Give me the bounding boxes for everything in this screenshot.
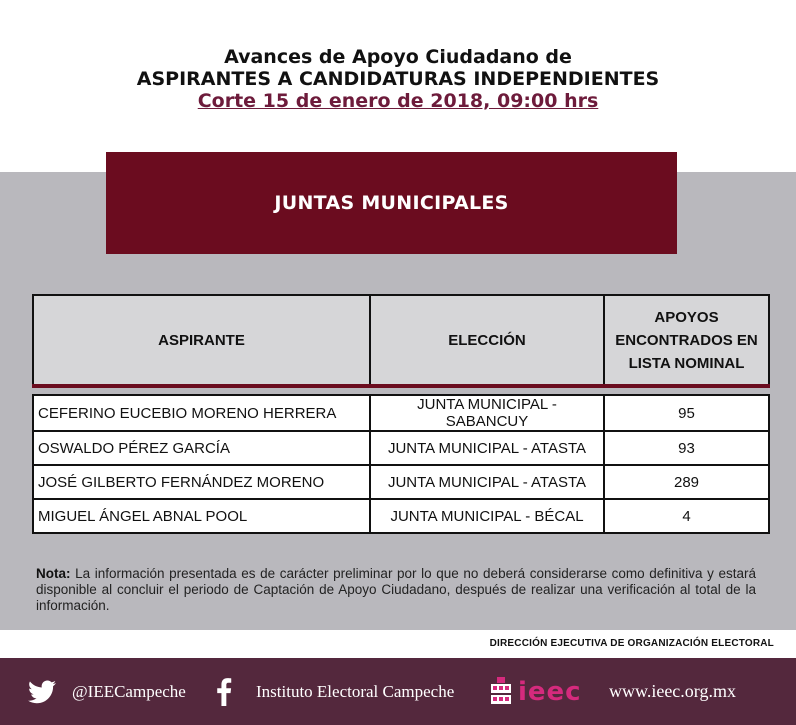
section-title: JUNTAS MUNICIPALES [274, 192, 509, 214]
eleccion-cell: JUNTA MUNICIPAL - ATASTA [369, 432, 603, 466]
table-row [32, 394, 770, 432]
column-header-apoyos: APOYOS ENCONTRADOS EN LISTA NOMINAL [603, 294, 770, 384]
table-row [32, 500, 770, 534]
table-row [32, 466, 770, 500]
facebook-page-link[interactable]: Instituto Electoral Campeche [256, 681, 455, 701]
note-label: Nota: [36, 566, 71, 581]
eleccion-cell: JUNTA MUNICIPAL - ATASTA [369, 466, 603, 500]
column-header-eleccion: ELECCIÓN [369, 294, 603, 384]
aspirante-cell: CEFERINO EUCEBIO MORENO HERRERA [32, 394, 369, 432]
table-row [32, 432, 770, 466]
title-line-2: ASPIRANTES A CANDIDATURAS INDEPENDIENTES [136, 68, 660, 90]
ieec-logo [488, 658, 582, 725]
note-text: La información presentada es de carácter preliminar por lo que no deberá considerarse como definitiva y estará disponible al concluir el periodo de Captación de Apoyo Ciudadano, después de realizar una verificación al total de la información. [36, 566, 756, 613]
cutoff-date: Corte 15 de enero de 2018, 09:00 hrs [197, 90, 599, 112]
column-header-aspirante: ASPIRANTE [32, 294, 369, 384]
apoyos-cell: 93 [603, 432, 770, 466]
department-label: DIRECCIÓN EJECUTIVA DE ORGANIZACIÓN ELECTORAL [489, 638, 774, 649]
twitter-handle-link[interactable]: @IEECampeche [72, 681, 186, 701]
aspirante-cell: JOSÉ GILBERTO FERNÁNDEZ MORENO [32, 466, 369, 500]
disclaimer-note [36, 566, 756, 614]
results-table [32, 294, 772, 534]
twitter-icon[interactable] [28, 658, 56, 725]
footer [0, 658, 796, 725]
apoyos-cell: 4 [603, 500, 770, 534]
title-line-1: Avances de Apoyo Ciudadano de [224, 46, 572, 68]
apoyos-cell: 289 [603, 466, 770, 500]
header [0, 0, 796, 172]
ieec-logo-text: ieec [518, 676, 582, 707]
section-banner [106, 152, 677, 254]
apoyos-cell: 95 [603, 394, 770, 432]
eleccion-cell: JUNTA MUNICIPAL - SABANCUY [369, 394, 603, 432]
aspirante-cell: OSWALDO PÉREZ GARCÍA [32, 432, 369, 466]
eleccion-cell: JUNTA MUNICIPAL - BÉCAL [369, 500, 603, 534]
website-link[interactable]: www.ieec.org.mx [609, 681, 736, 701]
facebook-icon[interactable] [212, 658, 236, 725]
aspirante-cell: MIGUEL ÁNGEL ABNAL POOL [32, 500, 369, 534]
